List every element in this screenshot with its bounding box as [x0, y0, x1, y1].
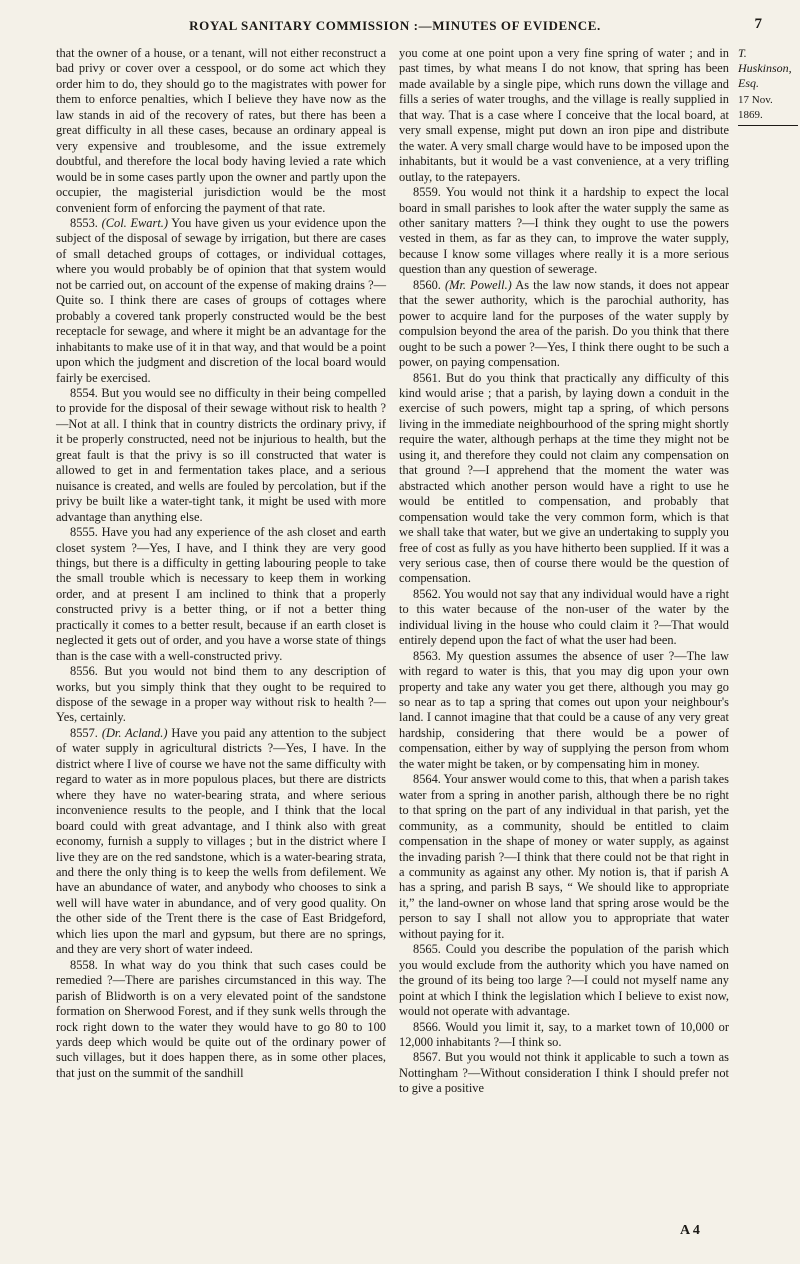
- evidence-paragraph: [56, 664, 386, 726]
- paragraph-text: Could you describe the population of the parish which you would exclude from the authority which you have named on the ground of its being too large ?—I could not myself name any point at which I think the legislation which I believe to exist now, would not operate with advantage.: [399, 942, 729, 1019]
- right-column: [399, 46, 729, 1097]
- paragraph-text: But you would not bind them to any description of works, but you simply think that they ought to be required to dispose of the sewage in a proper way without risk to health ?—Yes, certainly.: [56, 664, 386, 725]
- question-number: 8562.: [413, 586, 441, 601]
- evidence-paragraph: [399, 942, 729, 1019]
- evidence-paragraph: [399, 1020, 729, 1051]
- paragraph-text: You have given us your evidence upon the subject of the disposal of sewage by irrigation, but there are cases of small detached groups of cottages, or individual cottages, where you would probably be of opinion that that system would not be carried out, on account of the expense of making drains ?—Quite so. I think there are cases of groups of cottages where probably a covered tank properly constructed would be the best receptacle for sewage, and where it might be an advantage for the inhabitants to make use of it in that way, and that would be a point upon which the judgment and discretion of the local board would fairly be exercised.: [56, 215, 387, 385]
- evidence-paragraph: [399, 1050, 729, 1096]
- paragraph-text: In what way do you think that such cases could be remedied ?—There are parishes circumstanced in this way. The parish of Blidworth is on a very elevated point of the sandstone formation on Sherwood Forest, and if they sunk wells through the rock right down to the water they would have to go 80 to 100 yards deep which would be quite out of the ordinary power of such villages, but it does happen there, as in some other places, that just on the summit of the sandhill: [56, 957, 386, 1080]
- paragraph-text: you come at one point upon a very fine spring of water ; and in past times, by what means I do not know, that spring has been made available by a single pipe, which runs down the village and fills a series of water troughs, and the village is really supplied in that way. That is a case where I conceive that the local board, at very small expense, might put down an iron pipe and distribute the water. A very small charge would have to be imposed upon the inhabitants, but it would be a vast convenience, at a very trifling outlay, to the ratepayers.: [399, 46, 729, 184]
- evidence-paragraph: [56, 386, 386, 525]
- page-number: 7: [754, 16, 762, 32]
- margin-note: [738, 46, 798, 126]
- questioner: (Dr. Acland.): [101, 725, 168, 740]
- paragraph-text: Would you limit it, say, to a market town of 10,000 or 12,000 inhabitants ?—I think so.: [399, 1019, 729, 1049]
- paragraph-text: Have you had any experience of the ash closet and earth closet system ?—Yes, I have, and I think they are very good things, but there is a difficulty in getting labouring people to take the small trouble which is necessary to keep them in working order, and at present I am inclined to think that a properly constructed privy is a better thing, or if not a better thing practically it comes to a better result, because if an earth closet is neglected it gets out of order, and you have a worse state of things than is the case with a well-constructed privy.: [56, 525, 386, 663]
- evidence-paragraph: [399, 587, 729, 649]
- paragraph-text: You would not say that any individual would have a right to this water because of the non-user of the water by the individual living in the house who could claim it ?—That would entirely depend upon the fact of what the user had been.: [399, 586, 730, 648]
- question-number: 8560.: [413, 277, 441, 292]
- question-number: 8558.: [70, 957, 98, 972]
- question-number: 8556.: [70, 664, 98, 679]
- question-number: 8565.: [413, 942, 441, 957]
- evidence-paragraph: [399, 649, 729, 773]
- evidence-paragraph: [56, 525, 386, 664]
- running-head: ROYAL SANITARY COMMISSION :—MINUTES OF EVIDENCE.: [189, 18, 601, 33]
- paragraph-text: Your answer would come to this, that when a parish takes water from a spring in another parish, although there be no right to that spring on the part of any individual in that parish, yet the community, as a community, should be entitled to claim compensation in the shape of money or water supply, as against the invading parish ?—I think that there could not be that right in a community as against any other. My notion is, that if parish A has a spring, and parish B says, “ We should like to appropriate it,” the land-owner on whose land that spring arose would be the person to say I shall not allow you to appropriate that water without paying for it.: [399, 772, 729, 941]
- witness-name: T. Huskinson, Esq.: [738, 46, 792, 90]
- paragraph-text: But you would not think it applicable to such a town as Nottingham ?—Without consideration I think I should prefer not to give a positive: [399, 1050, 730, 1096]
- question-number: 8564.: [413, 772, 441, 787]
- hearing-date: 17 Nov. 1869.: [738, 93, 798, 126]
- paragraph-text: Have you paid any attention to the subject of water supply in agricultural districts ?—Yes, I have. In the district where I live of course we have not the same difficulty with regard to water as in more populous places, but there are districts where they have no water-bearing strata, and where serious inconvenience results to the people, and I think that the local board could with great advantage, and I think also with great economy, furnish a supply to villages ; but in the district where I live they are on the red sandstone, which is a water-bearing strata, and there the only thing is to keep the wells from defilement. We have an abundance of water, and anybody who chooses to sink a well will have water in abundance, and of very good quality. On the other side of the Trent there is the case of East Bridgeford, which lies upon the marl and gypsum, but there are no springs, and they are very short of water indeed.: [56, 725, 386, 957]
- evidence-paragraph: [56, 46, 386, 216]
- question-number: 8557.: [70, 725, 98, 740]
- questioner: (Mr. Powell.): [445, 277, 512, 292]
- paragraph-text: But do you think that practically any difficulty of this kind would arise ; that a parish, by laying down a conduit in the exercise of such powers, might tap a spring, of which persons living in the immediate neighbourhood of the spring might shortly require the water, although perhaps at the time they might not be using it, and therefore they could not claim any compensation on that ground ?—I apprehend that the moment the water was abstracted which another person would have a right to use he would be entitled to compensation, and probably that compensation would take the very common form, which is that we shall take that water, but we give an undertaking to supply you free of cost as fully as you have hitherto been supplied. If it was a very serious case, then of course there would be the question of compensation.: [399, 370, 729, 586]
- question-number: 8563.: [413, 648, 441, 663]
- left-column: [56, 46, 386, 1081]
- question-number: 8554.: [70, 385, 98, 400]
- evidence-paragraph: [56, 726, 386, 958]
- question-number: 8553.: [70, 215, 98, 230]
- paragraph-text: that the owner of a house, or a tenant, will not either reconstruct a bad privy or cover over a cesspool, or do some act which they order him to do, they should go to the magistrates with power for them to enforce penalties, which I believe they have now as the law stands in aid of the recovery of rates, but there has been a great difficulty in all these cases, because an ordinary appeal is very expensive and troublesome, and the issue extremely doubtful, and therefore the local body having levied a rate which would be in some cases partly upon the owner and partly upon the occupier, the magisterial jurisdiction would be the most convenient form of enforcing the payment of that rate.: [56, 46, 386, 215]
- question-number: 8567.: [413, 1050, 441, 1065]
- evidence-paragraph: [399, 185, 729, 278]
- questioner: (Col. Ewart.): [101, 215, 168, 230]
- evidence-paragraph: [56, 216, 386, 386]
- evidence-paragraph: [399, 46, 729, 185]
- question-number: 8561.: [413, 370, 441, 385]
- paragraph-text: But you would see no difficulty in their being compelled to provide for the disposal of their sewage without risk to health ?—Not at all. I think that in country districts the ordinary privy, if it be properly constructed, need not be injurious to health, but the great fault is that the privy is so ill constructed that water is allowed to get in and fermentation takes place, and a serious nuisance is created, and wells are fouled by percolation, but if the privy be built like a water-tight tank, it might be used with more advantage than anything else.: [56, 385, 386, 524]
- question-number: 8559.: [413, 185, 441, 200]
- paragraph-text: As the law now stands, it does not appear that the sewer authority, which is the parochial authority, has power to acquire land for the purposes of the water supply by compulsion beyond the area of the parish. Do you think that there ought to be such a power ?—Yes, I think there ought to be such a power, on paying compensation.: [399, 277, 729, 370]
- paragraph-text: My question assumes the absence of user ?—The law with regard to water is this, that you may dig upon your own property and take any water you get there, although you may go so near as to tap a spring that comes out upon your neighbour's land. I cannot imagine that that could be a cause of any very great hardship, considering that there would be a power of compensation, either by way of supplying the person from whom the water might be taken, or by compensating him in money.: [399, 648, 729, 771]
- evidence-paragraph: [399, 371, 729, 587]
- paragraph-text: You would not think it a hardship to expect the local board in small parishes to look after the water supply the same as other sanitary matters ?—I think they ought to use the powers vested in them, as far as they can, to improve the water supply, because I know some villages where really it is a more serious question than any question of sewerage.: [399, 185, 729, 277]
- signature-mark: A 4: [680, 1223, 700, 1238]
- question-number: 8555.: [70, 525, 98, 540]
- evidence-paragraph: [399, 772, 729, 942]
- question-number: 8566.: [413, 1019, 441, 1034]
- evidence-paragraph: [399, 278, 729, 371]
- evidence-paragraph: [56, 958, 386, 1082]
